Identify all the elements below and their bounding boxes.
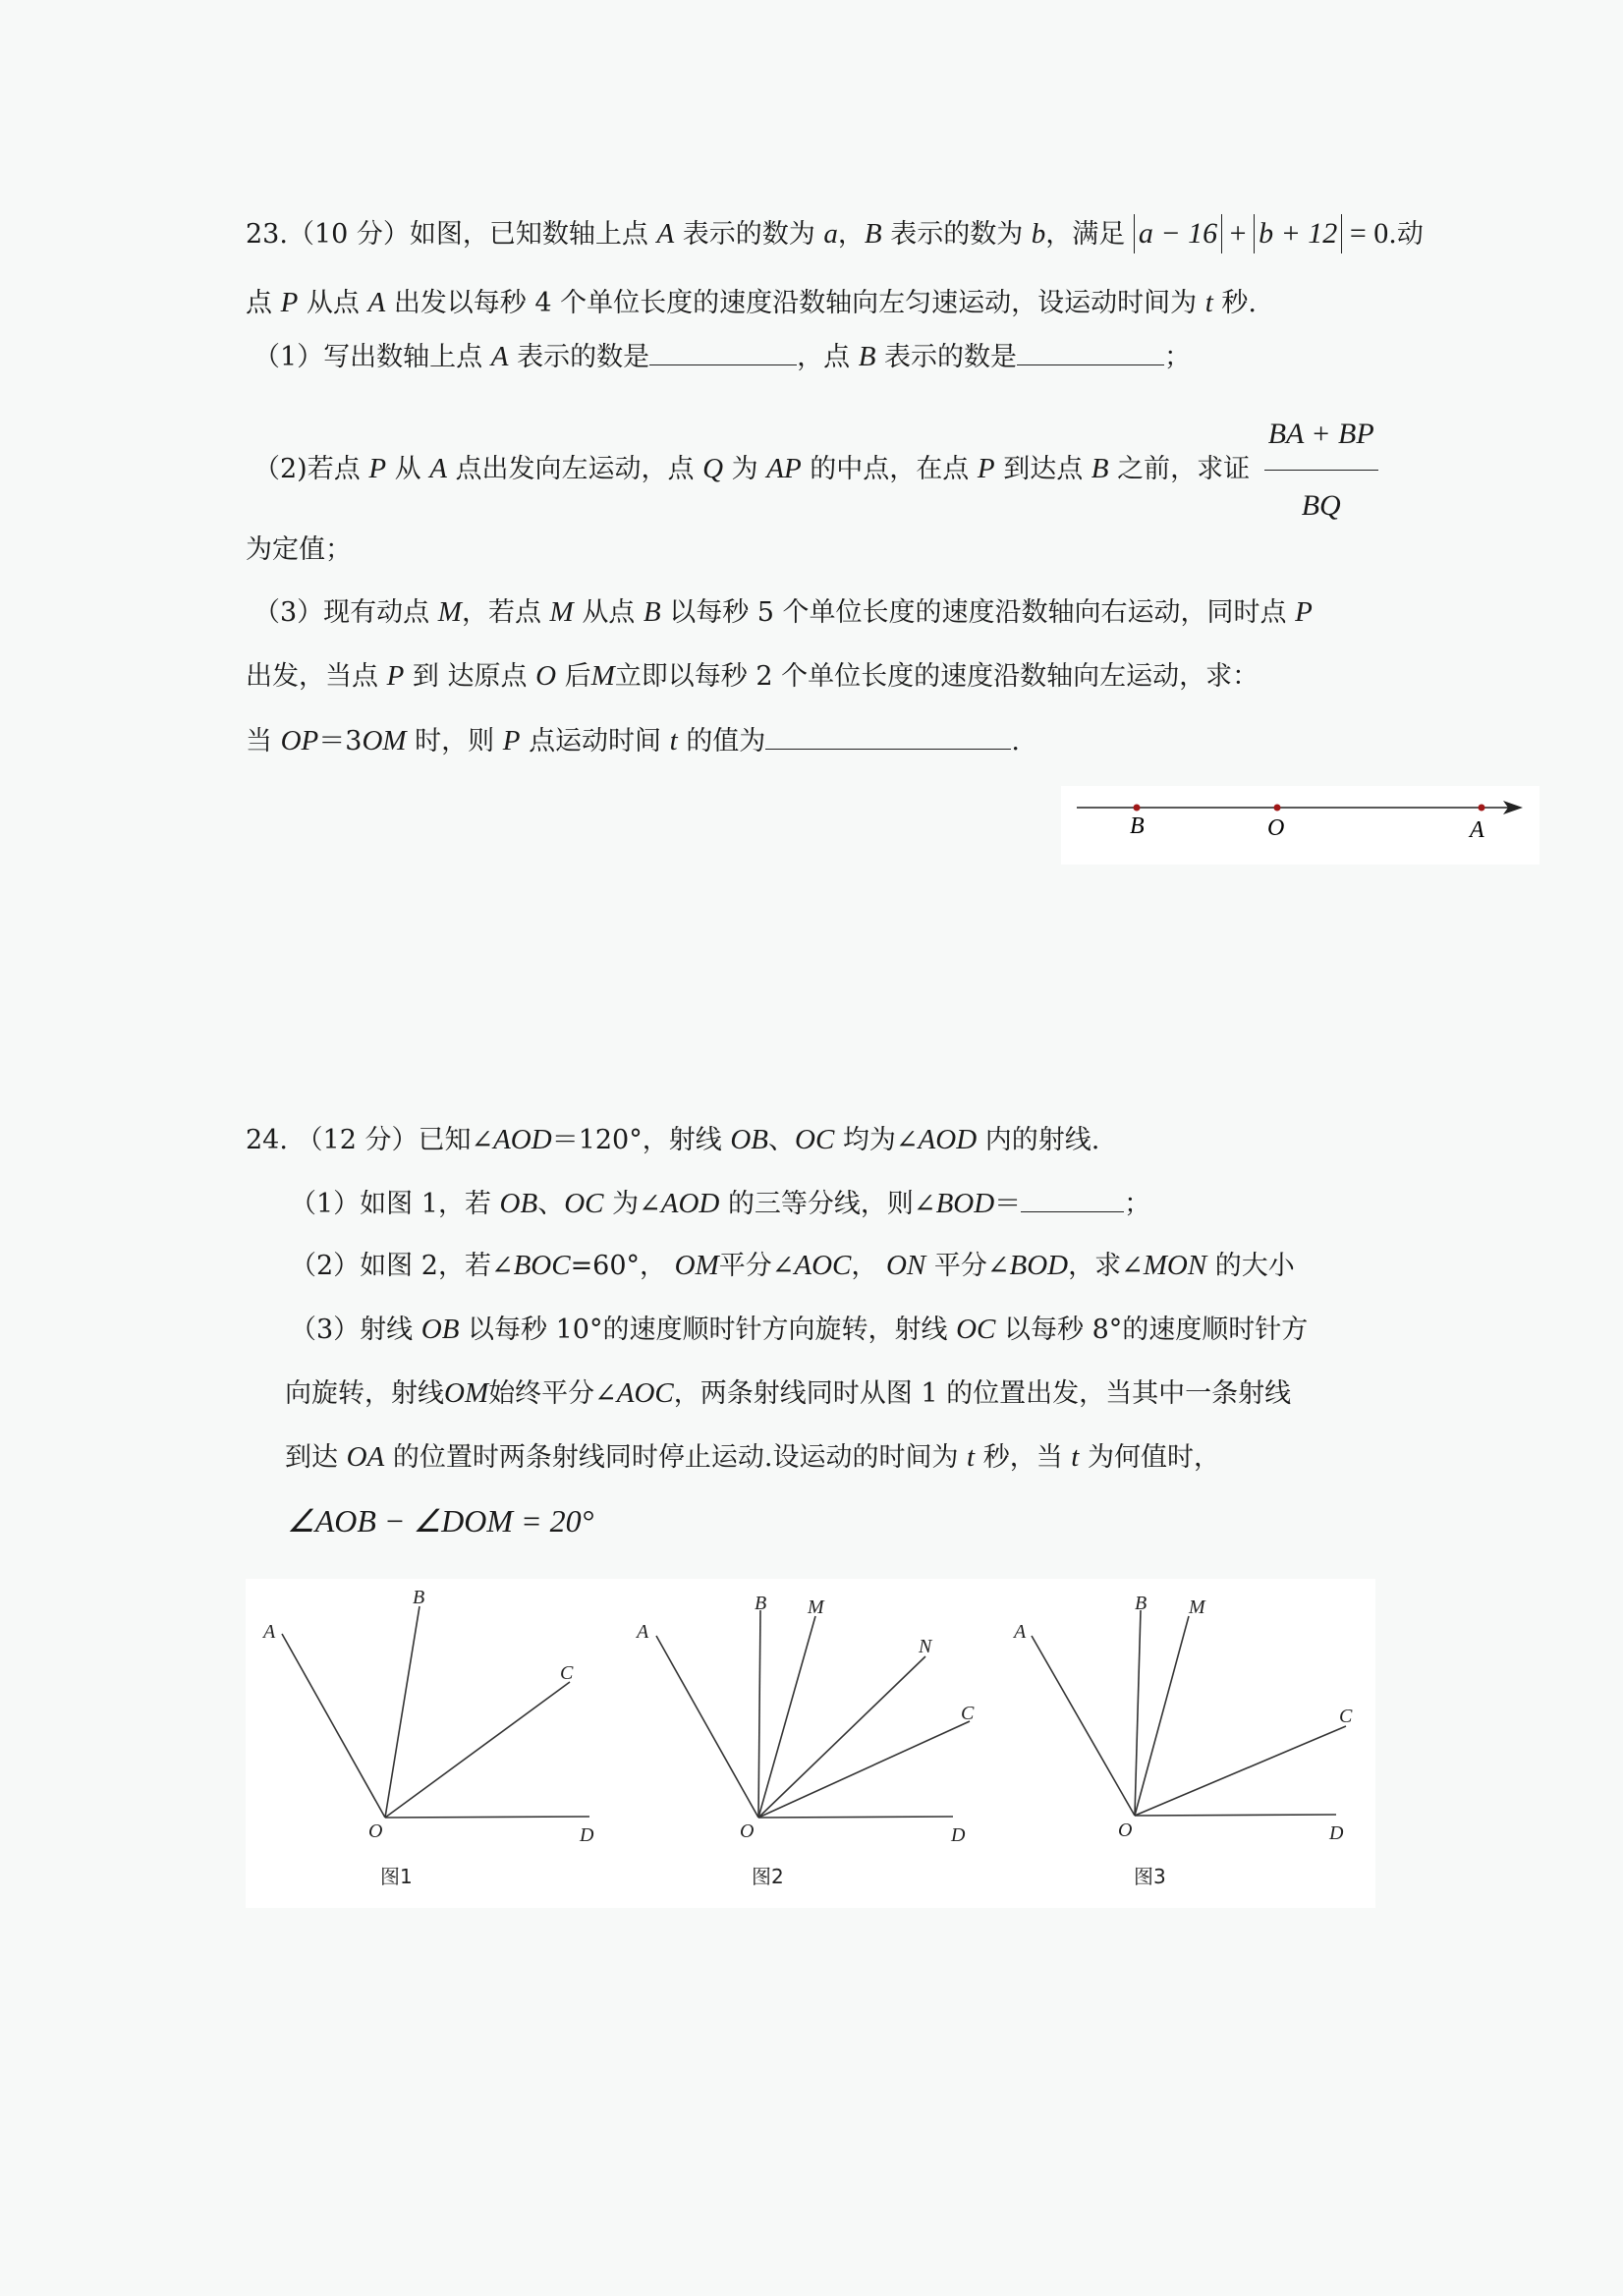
fig2-label-C: C xyxy=(961,1703,975,1724)
var-Q: Q xyxy=(702,453,724,484)
var-B: B xyxy=(864,218,882,250)
fig1-label-O: O xyxy=(368,1820,383,1842)
text: ＝3 xyxy=(318,726,363,756)
q24-part3-line2 xyxy=(285,1373,1291,1414)
fig2-caption: 图2 xyxy=(752,1865,784,1888)
ray-OD xyxy=(1135,1815,1336,1816)
var-A: A xyxy=(656,218,675,250)
var-a: a xyxy=(823,218,838,250)
q23-line1 xyxy=(246,214,1424,254)
text: 向旋转，射线 xyxy=(285,1378,444,1409)
point-O-dot xyxy=(1274,805,1281,812)
text: ，若点 xyxy=(461,597,541,628)
text: 的值为 xyxy=(686,726,766,756)
q23-part2-cont xyxy=(246,531,352,570)
text: 后 xyxy=(564,661,591,692)
q24-part2 xyxy=(290,1246,1295,1286)
fig3-label-O: O xyxy=(1118,1820,1133,1841)
var-M: M xyxy=(590,660,615,692)
text: 内的射线. xyxy=(984,1125,1100,1155)
q24-formula-line xyxy=(287,1501,593,1543)
text: （3）现有动点 xyxy=(253,597,430,628)
text: 的三等分线，则∠ xyxy=(727,1189,936,1219)
fig1-label-C: C xyxy=(560,1662,574,1684)
text: 当 xyxy=(246,726,272,756)
abs-condition: a − 16 + b + 12 = 0 xyxy=(1134,217,1388,250)
label-A: A xyxy=(1470,817,1484,843)
text: 到达 xyxy=(285,1442,338,1473)
text: 为∠ xyxy=(612,1189,661,1219)
var-A: A xyxy=(490,341,509,372)
var-OC: OC xyxy=(795,1124,835,1155)
text: 为定值； xyxy=(246,534,352,565)
fig1-caption: 图1 xyxy=(380,1865,413,1888)
fig2-label-D: D xyxy=(951,1824,966,1846)
fig3-label-D: D xyxy=(1329,1822,1344,1844)
var-M: M xyxy=(437,596,462,628)
text: ，满足 xyxy=(1045,219,1126,250)
var-t: t xyxy=(1071,1441,1080,1473)
fig2-label-M: M xyxy=(808,1596,824,1618)
var-AOC: AOC xyxy=(794,1250,852,1281)
text: 表示的数是 xyxy=(517,342,650,372)
text: 为 xyxy=(731,454,758,484)
text: 之前，求证 xyxy=(1117,454,1251,484)
text: 以每秒 5 个单位长度的速度沿数轴向右运动，同时点 xyxy=(669,597,1287,628)
text: 的大小 xyxy=(1214,1251,1295,1281)
text: 点运动时间 xyxy=(529,726,662,756)
text: （1）如图 1，若 xyxy=(290,1189,491,1219)
text: ； xyxy=(1164,342,1191,372)
var-OA: OA xyxy=(346,1441,385,1473)
text: ，求∠ xyxy=(1068,1251,1144,1281)
var-OC: OC xyxy=(956,1314,996,1345)
text: 、 xyxy=(537,1189,565,1219)
equals-zero: = 0 xyxy=(1349,217,1389,250)
text: 平分∠ xyxy=(933,1251,1010,1281)
label-B: B xyxy=(1130,813,1145,839)
fraction-numerator: BA + BP xyxy=(1264,405,1378,471)
text: （1）写出数轴上点 xyxy=(253,342,483,372)
fig3-label-B: B xyxy=(1135,1593,1147,1614)
var-OB: OB xyxy=(499,1188,538,1219)
text: 的位置时两条射线同时停止运动.设运动的时间为 xyxy=(392,1442,959,1473)
text: 始终平分∠ xyxy=(488,1378,617,1409)
var-B: B xyxy=(858,341,876,372)
number-line-figure xyxy=(1061,786,1539,865)
var-P: P xyxy=(977,453,995,484)
var-A: A xyxy=(429,453,447,484)
var-ON: ON xyxy=(885,1250,926,1281)
var-BOD: BOD xyxy=(1009,1250,1069,1281)
fig3-label-A: A xyxy=(1014,1621,1027,1643)
q24-part1 xyxy=(290,1184,1150,1224)
text: 从 xyxy=(394,454,421,484)
text: 点出发向左运动，点 xyxy=(455,454,695,484)
fig2-label-N: N xyxy=(919,1636,932,1657)
text: 时，则 xyxy=(415,726,495,756)
text: 从点 xyxy=(306,288,360,318)
text: ，点 xyxy=(797,342,851,372)
var-t: t xyxy=(967,1441,976,1473)
text: （2)若点 xyxy=(253,454,361,484)
abs-term-b: b + 12 xyxy=(1254,214,1342,253)
q24-part3-line3 xyxy=(285,1437,1220,1478)
q23-part2 xyxy=(253,405,1378,535)
fraction-expression xyxy=(1264,405,1378,535)
text: ＝ xyxy=(994,1189,1022,1219)
q24-head xyxy=(246,1120,1099,1160)
point-B-dot xyxy=(1134,805,1141,812)
text: 为何值时， xyxy=(1087,1442,1220,1473)
var-AOC: AOC xyxy=(616,1377,674,1409)
var-t: t xyxy=(1204,287,1213,318)
fig2-label-O: O xyxy=(740,1820,755,1842)
text: .动 xyxy=(1388,219,1424,250)
text: 的中点，在点 xyxy=(810,454,970,484)
fraction-denominator: BQ xyxy=(1301,489,1341,522)
q23-part1 xyxy=(253,337,1191,377)
var-OC: OC xyxy=(564,1188,604,1219)
answer-blank-t[interactable] xyxy=(765,721,1011,750)
text: （2）如图 2，若∠ xyxy=(290,1251,514,1281)
text: 立即以每秒 2 个单位长度的速度沿数轴向左运动，求： xyxy=(614,661,1259,692)
text: 到 达原点 xyxy=(412,661,528,692)
var-B: B xyxy=(1091,453,1109,484)
fig2-label-B: B xyxy=(755,1593,767,1614)
text: 出发以每秒 4 个单位长度的速度沿数轴向左匀速运动，设运动时间为 xyxy=(393,288,1198,318)
q23-head: 23.（10 分）如图，已知数轴上点 xyxy=(246,219,648,250)
ray-OD xyxy=(758,1817,953,1818)
text: 平分∠ xyxy=(718,1251,795,1281)
var-AP: AP xyxy=(766,453,802,484)
ray-OD xyxy=(385,1817,589,1818)
fig1-label-A: A xyxy=(263,1621,276,1643)
var-BOD: BOD xyxy=(935,1188,995,1219)
var-AOD: AOD xyxy=(918,1124,978,1155)
text: 出发，当点 xyxy=(246,661,378,692)
var-OM: OM xyxy=(362,725,407,756)
q23-part3-line1 xyxy=(253,592,1313,633)
point-A-dot xyxy=(1479,805,1485,812)
fig3-caption: 图3 xyxy=(1134,1865,1166,1888)
var-P: P xyxy=(386,660,405,692)
q24-part3-line1 xyxy=(290,1310,1308,1350)
q23-part3-line3 xyxy=(246,721,1020,761)
text: 表示的数是 xyxy=(884,342,1017,372)
text: 秒，当 xyxy=(982,1442,1063,1473)
fig1-label-D: D xyxy=(580,1824,594,1846)
var-AOD: AOD xyxy=(660,1188,720,1219)
var-OP: OP xyxy=(280,725,319,756)
var-P: P xyxy=(1295,596,1313,628)
var-t: t xyxy=(669,725,678,756)
text: 、 xyxy=(768,1125,796,1155)
var-A: A xyxy=(367,287,386,318)
var-O: O xyxy=(535,660,557,692)
abs-term-a: a − 16 xyxy=(1134,214,1222,253)
text: 点 xyxy=(246,288,272,318)
var-P: P xyxy=(280,287,299,318)
angle-figures xyxy=(246,1579,1375,1908)
text: ，两条射线同时从图 1 的位置出发，当其中一条射线 xyxy=(673,1378,1292,1409)
var-b: b xyxy=(1031,218,1046,250)
angle-formula: ∠AOB − ∠DOM = 20° xyxy=(287,1503,594,1539)
fig3-label-M: M xyxy=(1189,1596,1205,1618)
var-M: M xyxy=(549,596,574,628)
text: ， xyxy=(851,1251,878,1281)
text: 以每秒 10°的速度顺时针方向旋转，射线 xyxy=(468,1315,948,1345)
text: 表示的数为 xyxy=(682,219,815,250)
text: ， xyxy=(837,219,865,250)
var-BOC: BOC xyxy=(513,1250,571,1281)
fig2-label-A: A xyxy=(637,1621,649,1643)
text: ； xyxy=(1124,1189,1151,1219)
text: ＝120°，射线 xyxy=(551,1125,722,1155)
text: 表示的数为 xyxy=(890,219,1024,250)
text: 从点 xyxy=(582,597,636,628)
text: 到达点 xyxy=(1003,454,1084,484)
text: 以每秒 8°的速度顺时针方 xyxy=(1003,1315,1309,1345)
fig1-label-B: B xyxy=(413,1587,425,1608)
figures-background xyxy=(246,1579,1375,1908)
var-B: B xyxy=(643,596,661,628)
var-OM: OM xyxy=(444,1377,489,1409)
q23-part3-line2 xyxy=(246,656,1259,697)
text: 均为∠ xyxy=(842,1125,919,1155)
answer-blank-B[interactable] xyxy=(1017,337,1164,365)
var-AOD: AOD xyxy=(493,1124,552,1155)
var-OB: OB xyxy=(420,1314,460,1345)
text: 24. （12 分）已知∠ xyxy=(246,1125,494,1155)
text: . xyxy=(1011,726,1020,756)
answer-blank-BOD[interactable] xyxy=(1021,1184,1124,1212)
answer-blank-A[interactable] xyxy=(649,337,797,365)
label-O: O xyxy=(1267,815,1285,841)
var-P: P xyxy=(368,453,387,484)
fig3-label-C: C xyxy=(1339,1706,1353,1727)
q23-line2 xyxy=(246,283,1257,323)
var-OB: OB xyxy=(730,1124,769,1155)
text: =60°， xyxy=(570,1251,667,1281)
text: 秒. xyxy=(1221,288,1257,318)
text: （3）射线 xyxy=(290,1315,414,1345)
var-OM: OM xyxy=(674,1250,719,1281)
var-P: P xyxy=(502,725,521,756)
var-MON: MON xyxy=(1143,1250,1207,1281)
